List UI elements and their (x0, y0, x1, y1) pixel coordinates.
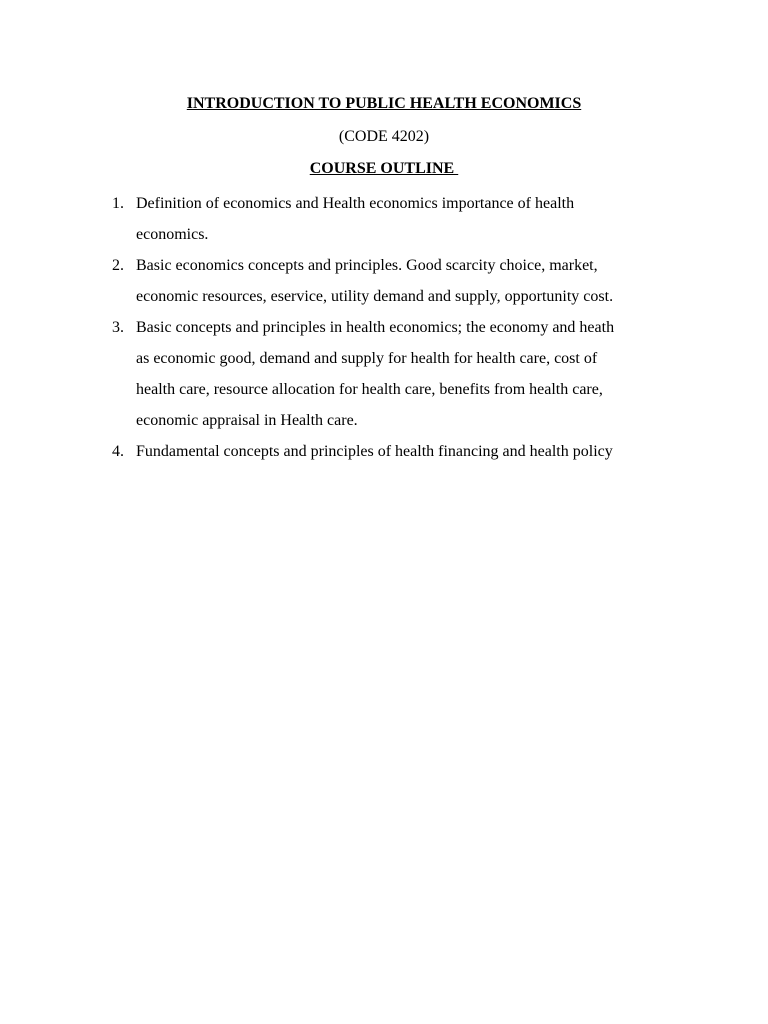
outline-item-number: 1. (112, 195, 124, 212)
course-outline-list (112, 188, 672, 467)
course-outline-heading: COURSE OUTLINE (309, 160, 459, 177)
course-code: (CODE 4202) (338, 128, 430, 145)
outline-item-text: Basic economics concepts and principles. Good scarcity choice, market, economic resources, eservice, utility demand and supply, opportunity cost. (136, 257, 614, 305)
outline-item-number: 3. (112, 319, 124, 336)
outline-item-text: Definition of economics and Health economics importance of health economics. (136, 195, 575, 243)
outline-item-1 (112, 188, 672, 250)
outline-item-4 (112, 436, 672, 467)
outline-item-text: Fundamental concepts and principles of health financing and health policy (136, 443, 613, 460)
outline-item-2 (112, 250, 672, 312)
document-title: INTRODUCTION TO PUBLIC HEALTH ECONOMICS (186, 95, 582, 112)
outline-item-3 (112, 312, 672, 436)
outline-item-text: Basic concepts and principles in health economics; the economy and heath as economic good, demand and supply for health for health care, cost of health care, resource allocation for health care, benefits from health care, economic appraisal in Health care. (136, 319, 615, 429)
outline-item-number: 2. (112, 257, 124, 274)
outline-item-number: 4. (112, 443, 124, 460)
